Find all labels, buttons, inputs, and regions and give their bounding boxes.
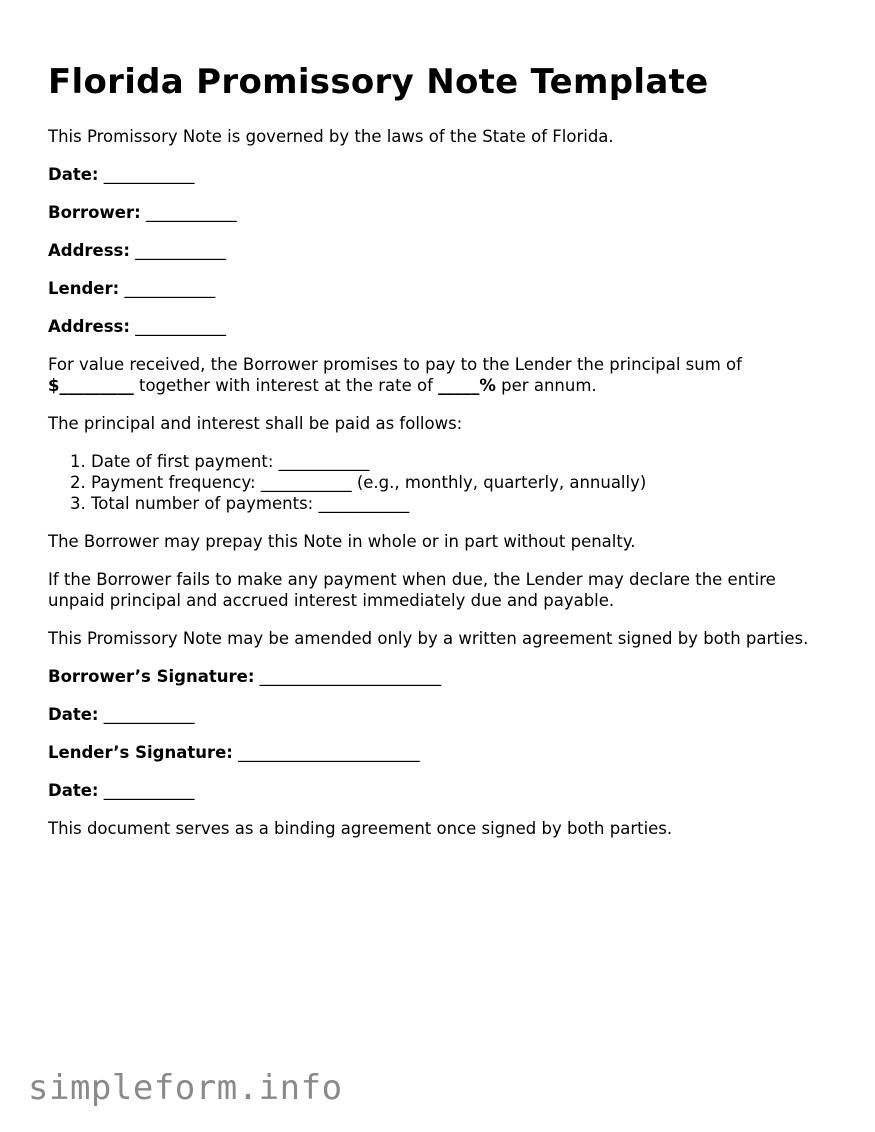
lender-signature-date-field <box>48 780 828 801</box>
borrower-signature-date-field <box>48 704 828 725</box>
lender-address-label: Address: <box>48 317 130 336</box>
borrower-signature-blank: ______________________ <box>259 667 442 686</box>
document-title: Florida Promissory Note Template <box>48 62 709 102</box>
list-item: 3. Total number of payments: ___________ <box>91 493 828 514</box>
date-field <box>48 164 828 185</box>
date-blank: ___________ <box>103 165 195 184</box>
borrower-blank: ___________ <box>145 203 237 222</box>
closing-statement: This document serves as a binding agreement once signed by both parties. <box>48 819 673 838</box>
lender-field <box>48 278 828 299</box>
date-label: Date: <box>48 165 99 184</box>
lender-address-blank: ___________ <box>135 317 226 336</box>
principal-text-middle: together with interest at the rate of <box>133 376 439 395</box>
lender-signature-blank: ______________________ <box>238 743 420 762</box>
amend-clause: This Promissory Note may be amended only by a written agreement signed by both parties. <box>48 629 809 648</box>
borrower-signature-label: Borrower’s Signature: <box>48 667 255 686</box>
lender-blank: ___________ <box>124 279 216 298</box>
interest-rate-blank: _____% <box>438 376 496 395</box>
borrower-signature-date-label: Date: <box>48 705 99 724</box>
lender-signature-field <box>48 742 828 763</box>
principal-paragraph <box>48 354 828 396</box>
lender-signature-label: Lender’s Signature: <box>48 743 233 762</box>
principal-text-before: For value received, the Borrower promises to pay to the Lender the principal sum of <box>48 355 742 374</box>
intro-paragraph: This Promissory Note is governed by the laws of the State of Florida. <box>48 127 614 146</box>
payment-intro: The principal and interest shall be paid as follows: <box>48 414 463 433</box>
lender-signature-date-label: Date: <box>48 781 99 800</box>
borrower-signature-field <box>48 666 828 687</box>
borrower-address-field <box>48 240 828 261</box>
lender-label: Lender: <box>48 279 120 298</box>
borrower-address-blank: ___________ <box>135 241 226 260</box>
prepay-clause: The Borrower may prepay this Note in whole or in part without penalty. <box>48 532 636 551</box>
principal-amount-blank: $_________ <box>48 376 134 395</box>
borrower-address-label: Address: <box>48 241 130 260</box>
list-item: 1. Date of first payment: ___________ <box>91 451 828 472</box>
principal-text-after: per annum. <box>495 376 597 395</box>
borrower-field <box>48 202 828 223</box>
borrower-signature-date-blank: ___________ <box>103 705 195 724</box>
document-page <box>48 60 828 856</box>
default-clause: If the Borrower fails to make any payment when due, the Lender may declare the entire unpaid principal and accrued interest immediately due and payable. <box>48 570 776 610</box>
lender-address-field <box>48 316 828 337</box>
lender-signature-date-blank: ___________ <box>103 781 195 800</box>
payment-terms-list <box>48 451 828 514</box>
watermark: simpleform.info <box>28 1068 343 1108</box>
borrower-label: Borrower: <box>48 203 141 222</box>
list-item: 2. Payment frequency: ___________ (e.g., monthly, quarterly, annually) <box>91 472 828 493</box>
